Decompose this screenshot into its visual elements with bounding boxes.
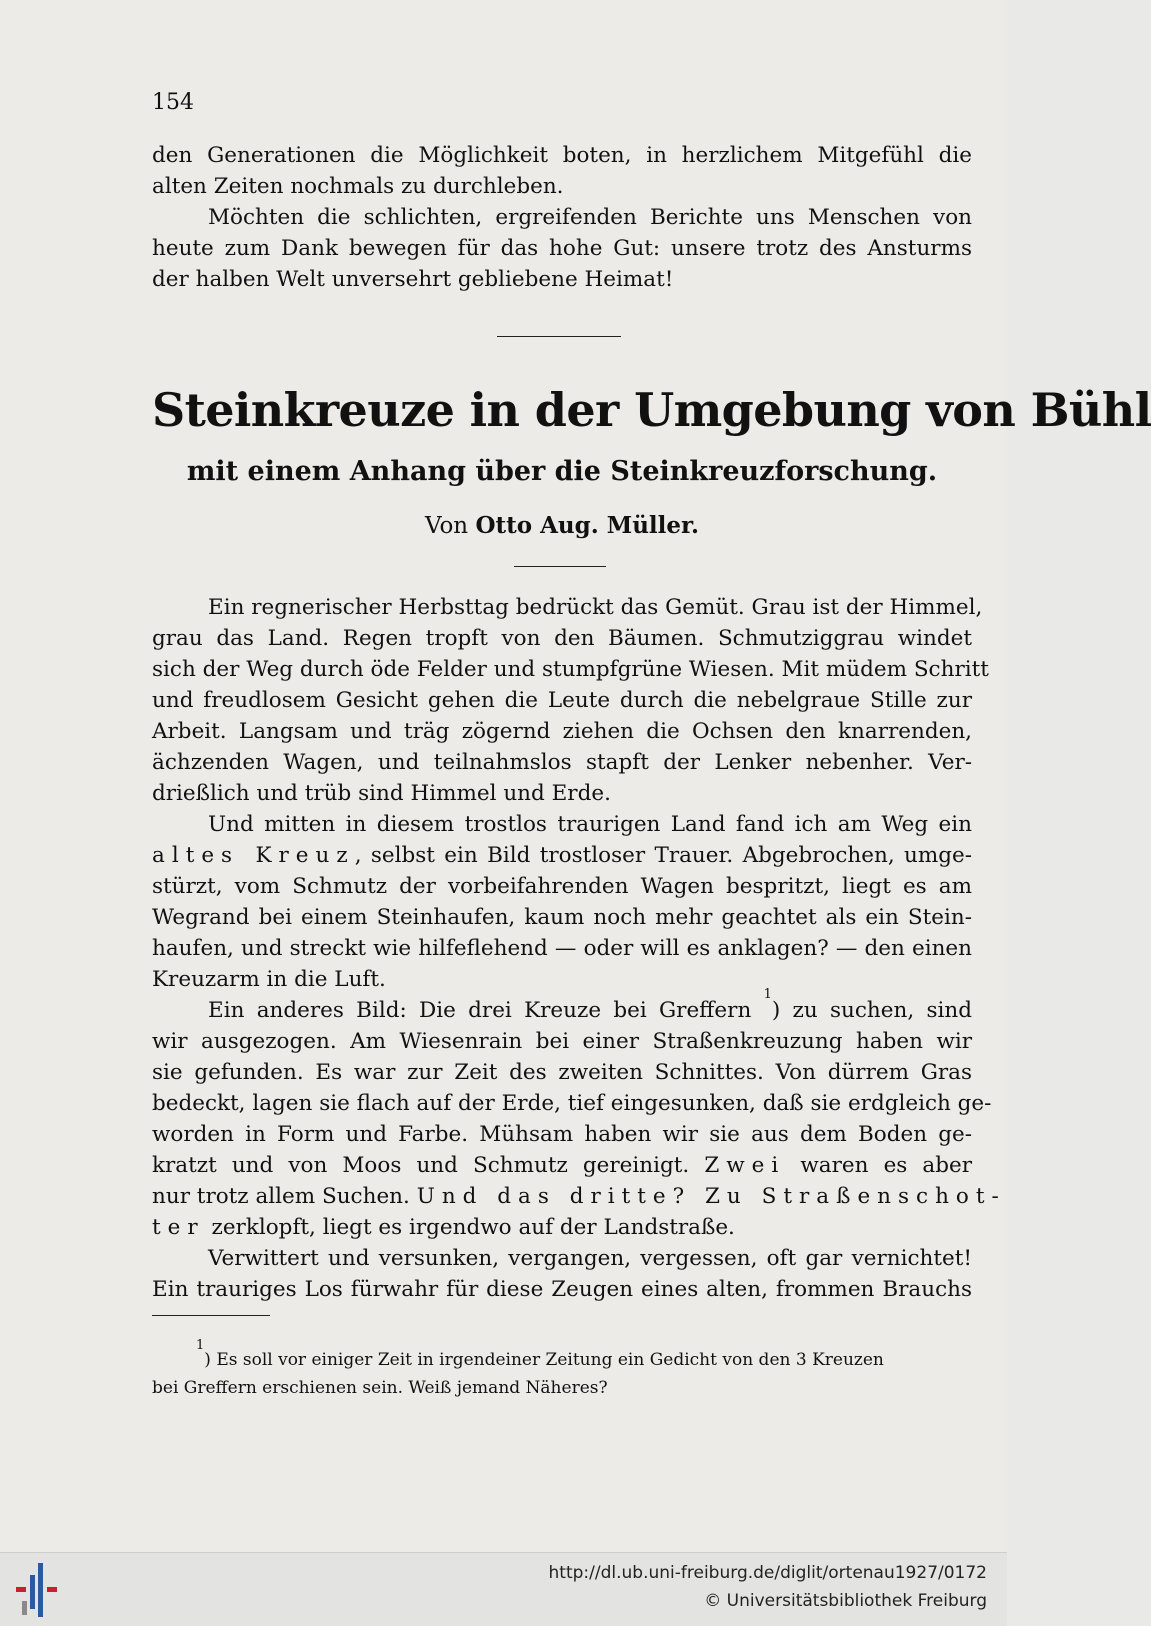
text-run: , selbst ein Bild trostloser Trauer. Abgebrochen, umge-	[354, 843, 972, 868]
spaced-emphasis: Zwei	[704, 1153, 786, 1178]
article-body	[152, 592, 1006, 1305]
text-line: den Generationen die Möglichkeit boten, in herzlichem Mitgefühl die	[152, 143, 972, 168]
text-line: haufen, und streckt wie hilfeflehend — oder will es anklagen? — den einen	[152, 936, 972, 961]
text-run: kratzt und von Moos und Schmutz gereinigt.	[152, 1153, 690, 1178]
text-run: ) zu suchen, sind	[771, 998, 972, 1023]
spaced-emphasis: ter	[152, 1215, 205, 1240]
text-run: waren es aber	[800, 1153, 973, 1178]
spaced-emphasis: Und das dritte? Zu Straßenschot-	[416, 1184, 1006, 1209]
article-title: Steinkreuze in der Umgebung von Bühl	[152, 383, 1151, 437]
text-line: Kreuzarm in die Luft.	[152, 967, 386, 992]
viewer-footer	[0, 1552, 1007, 1626]
footnote-ref: 1	[763, 987, 772, 1002]
text-line: Ein trauriges Los fürwahr für diese Zeugen eines alten, frommen Brauchs	[152, 1277, 972, 1302]
footnote-rule	[152, 1315, 270, 1316]
text-line: bedeckt, lagen sie flach auf der Erde, tief eingesunken, daß sie erdgleich ge-	[152, 1091, 992, 1116]
text-run: ) Es soll vor einiger Zeit in irgendeiner Zeitung ein Gedicht von den 3 Kreuzen	[204, 1350, 884, 1370]
text-run: Ein anderes Bild: Die drei Kreuze bei Greffern	[208, 998, 752, 1023]
text-line	[152, 1150, 972, 1181]
text-line: und freudlosem Gesicht gehen die Leute durch die nebelgraue Stille zur	[152, 688, 972, 713]
text-line: Wegrand bei einem Steinhaufen, kaum noch mehr geachtet als ein Stein-	[152, 905, 972, 930]
author-name: Otto Aug. Müller.	[475, 512, 700, 539]
text-line: ächzenden Wagen, und teilnahmslos stapft der Lenker nebenher. Ver-	[152, 750, 972, 775]
text-line	[152, 1212, 972, 1243]
article-subtitle: mit einem Anhang über die Steinkreuzforschung.	[186, 456, 938, 487]
section-separator	[497, 336, 621, 337]
text-line: Möchten die schlichten, ergreifenden Berichte uns Menschen von	[208, 205, 972, 230]
footnote-mark: 1	[196, 1338, 205, 1353]
footnote-line	[152, 1338, 972, 1374]
text-line	[152, 1181, 1006, 1212]
text-line: wir ausgezogen. Am Wiesenrain bei einer Straßenkreuzung haben wir	[152, 1029, 972, 1054]
text-line: der halben Welt unversehrt gebliebene Heimat!	[152, 267, 674, 292]
library-logo-icon	[14, 1561, 66, 1619]
text-run: zerklopft, liegt es irgendwo auf der Landstraße.	[211, 1215, 735, 1240]
text-line: grau das Land. Regen tropft von den Bäumen. Schmutziggrau windet	[152, 626, 972, 651]
text-line: worden in Form und Farbe. Mühsam haben wir sie aus dem Boden ge-	[152, 1122, 972, 1147]
copyright-notice: © Universitätsbibliothek Freiburg	[704, 1591, 987, 1611]
text-line	[152, 987, 972, 1026]
footnote-line: bei Greffern erschienen sein. Weiß jemand Näheres?	[152, 1378, 608, 1398]
text-line: Arbeit. Langsam und träg zögernd ziehen die Ochsen den knarrenden,	[152, 719, 972, 744]
footnote	[152, 1338, 972, 1402]
spaced-emphasis: altes Kreuz	[152, 843, 355, 868]
text-line	[152, 840, 972, 871]
intro-text	[152, 140, 972, 295]
byline-prefix: Von	[424, 513, 469, 539]
text-line: drießlich und trüb sind Himmel und Erde.	[152, 781, 611, 806]
title-separator	[514, 566, 606, 567]
text-line: sie gefunden. Es war zur Zeit des zweiten Schnittes. Von dürrem Gras	[152, 1060, 972, 1085]
text-line: Und mitten in diesem trostlos traurigen Land fand ich am Weg ein	[208, 812, 972, 837]
page-number: 154	[152, 90, 194, 115]
text-line: heute zum Dank bewegen für das hohe Gut: unsere trotz des Ansturms	[152, 236, 972, 261]
text-line: Ein regnerischer Herbsttag bedrückt das Gemüt. Grau ist der Himmel,	[208, 595, 983, 620]
permalink-url[interactable]: http://dl.ub.uni-freiburg.de/diglit/ortenau1927/0172	[548, 1563, 987, 1583]
text-line: Verwittert und versunken, vergangen, vergessen, oft gar vernichtet!	[208, 1246, 972, 1271]
text-line: stürzt, vom Schmutz der vorbeifahrenden Wagen bespritzt, liegt es am	[152, 874, 972, 899]
text-line: sich der Weg durch öde Felder und stumpfgrüne Wiesen. Mit müdem Schritt	[152, 657, 989, 682]
text-line: alten Zeiten nochmals zu durchleben.	[152, 174, 564, 199]
article-byline	[152, 512, 972, 539]
text-run: nur trotz allem Suchen.	[152, 1184, 410, 1209]
